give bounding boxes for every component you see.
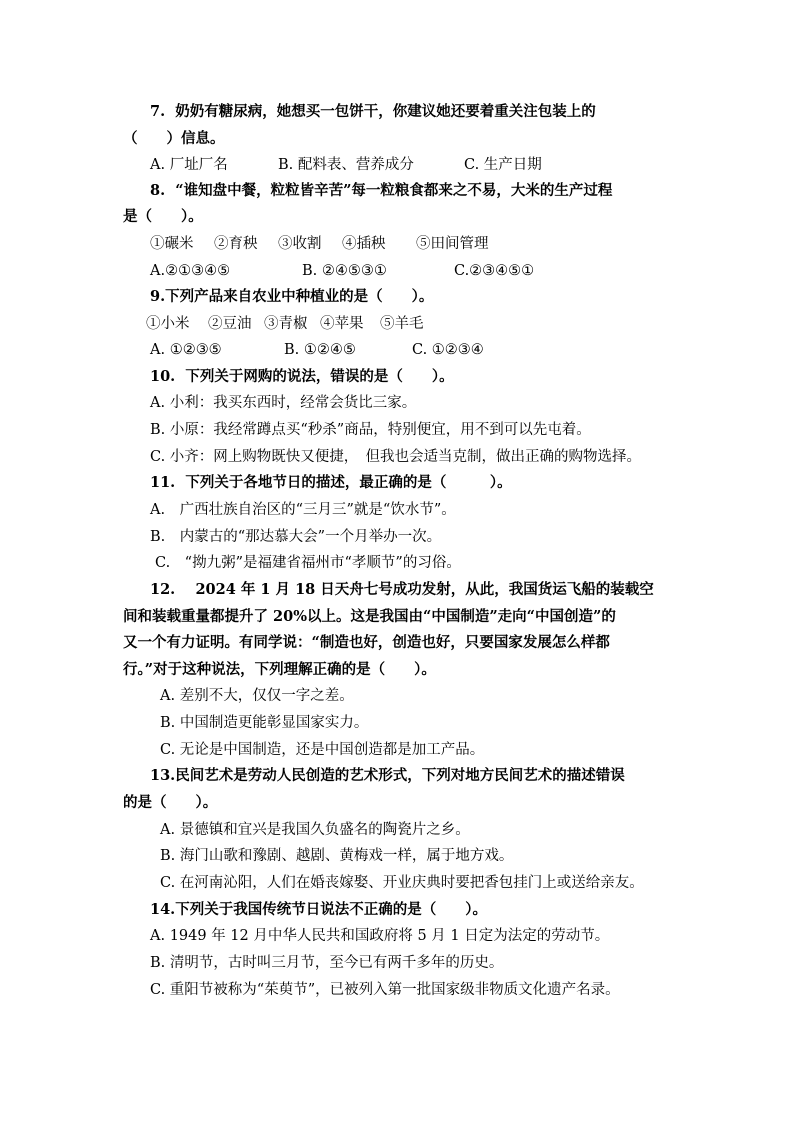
item: ④插秧 (342, 236, 386, 252)
option-b[interactable]: B. 中国制造更能彰显国家实力。 (160, 715, 369, 731)
question-text: “谁知盘中餐，粒粒皆辛苦”每一粒粮食都来之不易，大米的生产过程 (175, 182, 613, 199)
option-a[interactable]: A. ①②③⑤ (150, 342, 222, 358)
question-number: 8. (150, 182, 166, 199)
question-text: 下列产品来自农业中种植业的是（ ）。 (165, 288, 434, 305)
option-b[interactable]: B. 清明节，古时叫三月节，至今已有两千多年的历史。 (150, 955, 504, 971)
question-10-line-1 (150, 367, 454, 387)
question-number: 13. (150, 767, 176, 784)
question-12-line-2: 间和装载重量都提升了 20%以上。这是我国由“中国制造”走向“中国创造”的 (123, 608, 616, 625)
question-11-line-1 (150, 473, 512, 493)
question-number: 9. (150, 288, 166, 305)
option-b[interactable]: B. ②④⑤③① (302, 263, 387, 279)
question-8-items (150, 234, 489, 254)
item: ①碾米 (150, 236, 194, 252)
question-text: 2024 年 1 月 18 日天舟七号成功发射，从此，我国货运飞船的装载空 (195, 581, 654, 598)
option-a[interactable]: A.②①③④⑤ (150, 263, 231, 279)
option-c[interactable]: C. “拗九粥”是福建省福州市“孝顺节”的习俗。 (155, 555, 461, 571)
item: ③收割 (278, 236, 322, 252)
item: ②育秧 (214, 236, 258, 252)
option-c[interactable]: C. 小齐：网上购物既快又便捷， 但我也会适当克制，做出正确的购物选择。 (150, 449, 642, 465)
option-a[interactable]: A. 1949 年 12 月中华人民共和国政府将 5 月 1 日定为法定的劳动节。 (150, 928, 610, 944)
option-c[interactable]: C. 重阳节被称为“茱萸节”，已被列入第一批国家级非物质文化遗产名录。 (150, 982, 620, 998)
question-13-line-1 (150, 766, 625, 786)
item: ③青椒 (264, 316, 308, 332)
option-b[interactable]: B. 内蒙古的“那达慕大会”一个月举办一次。 (150, 529, 442, 545)
question-text: 下列关于各地节日的描述，最正确的是（ ）。 (185, 474, 512, 491)
question-number: 14. (150, 901, 176, 918)
question-number: 11. (150, 474, 176, 491)
option-a[interactable]: A. 小利：我买东西时，经常会货比三家。 (150, 395, 417, 411)
question-12-line-4: 行。”对于这种说法，下列理解正确的是（ ）。 (123, 661, 436, 678)
item: ①小米 (146, 316, 190, 332)
question-7-line-2: （ ）信息。 (123, 130, 225, 147)
question-number: 7. (150, 103, 166, 120)
question-12-line-1 (150, 580, 654, 600)
question-8-options (150, 261, 534, 281)
question-12-line-3: 又一个有力证明。有同学说：“制造也好，创造也好，只要国家发展怎么样都 (123, 634, 610, 651)
option-b[interactable]: B. ①②④⑤ (284, 342, 356, 358)
question-7-line-1 (150, 102, 596, 122)
question-number: 10. (150, 368, 176, 385)
option-a[interactable]: A. 差别不大，仅仅一字之差。 (160, 688, 354, 704)
item: ⑤羊毛 (380, 316, 424, 332)
question-text: 下列关于我国传统节日说法不正确的是（ ）。 (175, 901, 487, 918)
option-b[interactable]: B. 配料表、营养成分 (278, 157, 414, 173)
question-text: 奶奶有糖尿病，她想买一包饼干，你建议她还要着重关注包装上的 (175, 103, 596, 120)
question-8-line-2: 是（ ）。 (123, 208, 203, 225)
question-7-options (150, 155, 542, 175)
question-9-items (146, 314, 424, 334)
option-c[interactable]: C.②③④⑤① (454, 263, 535, 279)
item: ②豆油 (208, 316, 252, 332)
option-c[interactable]: C. 生产日期 (464, 157, 542, 173)
question-9-line-1 (150, 287, 433, 307)
item: ④苹果 (320, 316, 364, 332)
question-text: 民间艺术是劳动人民创造的艺术形式，下列对地方民间艺术的描述错误 (175, 767, 625, 784)
option-b[interactable]: B. 海门山歌和豫剧、越剧、黄梅戏一样，属于地方戏。 (160, 848, 514, 864)
question-text: 下列关于网购的说法，错误的是（ ）。 (185, 368, 454, 385)
question-9-options (150, 340, 484, 360)
question-8-line-1 (150, 181, 612, 201)
option-c[interactable]: C. ①②③④ (412, 342, 484, 358)
option-c[interactable]: C. 无论是中国制造，还是中国创造都是加工产品。 (160, 742, 485, 758)
question-13-line-2: 的是（ ）。 (123, 794, 218, 811)
item: ⑤田间管理 (416, 236, 489, 252)
question-number: 12. (150, 581, 176, 598)
option-b[interactable]: B. 小原：我经常蹲点买“秒杀”商品，特别便宜，用不到可以先屯着。 (150, 422, 591, 438)
option-a[interactable]: A. 景德镇和宜兴是我国久负盛名的陶瓷片之乡。 (160, 822, 470, 838)
option-a[interactable]: A. 广西壮族自治区的“三月三”就是“饮水节”。 (150, 502, 456, 518)
option-c[interactable]: C. 在河南沁阳，人们在婚丧嫁娶、开业庆典时要把香包挂门上或送给亲友。 (160, 875, 644, 891)
option-a[interactable]: A. 厂址厂名 (150, 157, 228, 173)
question-14-line-1 (150, 900, 487, 920)
